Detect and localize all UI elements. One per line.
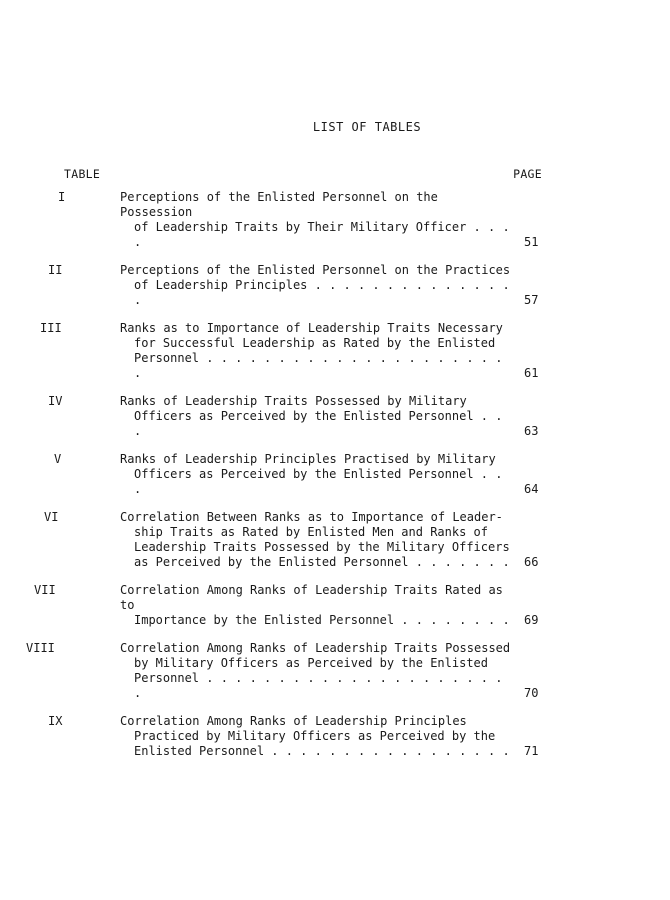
table-column-heading: TABLE: [64, 167, 101, 181]
caption-line: Leadership Traits Possessed by the Military Officers: [134, 540, 510, 554]
toc-entry: [0, 641, 670, 701]
page-number: 66: [524, 555, 539, 569]
table-list: [0, 190, 670, 772]
caption-line: Perceptions of the Enlisted Personnel on the Practices: [120, 263, 511, 277]
caption-line: as Perceived by the Enlisted Personnel . . . . . . .: [134, 555, 510, 569]
table-number: I: [58, 190, 66, 204]
caption-line: Officers as Perceived by the Enlisted Personnel . . .: [134, 467, 510, 496]
table-number: IX: [48, 714, 63, 728]
caption-line: Ranks as to Importance of Leadership Traits Necessary: [120, 321, 503, 335]
table-caption: [120, 452, 515, 497]
table-caption: [120, 583, 515, 628]
table-caption: [120, 263, 515, 308]
caption-line: by Military Officers as Perceived by the Enlisted: [134, 656, 489, 670]
caption-line: Enlisted Personnel . . . . . . . . . . . . . . . . .: [134, 744, 510, 758]
caption-line: of Leadership Principles . . . . . . . . . . . . . . .: [134, 278, 517, 307]
table-caption: [120, 714, 515, 759]
table-caption: [120, 641, 515, 701]
table-caption: [120, 394, 515, 439]
table-number: III: [40, 321, 62, 335]
page-number: 61: [524, 366, 539, 380]
caption-line: of Leadership Traits by Their Military Officer . . . .: [134, 220, 517, 249]
caption-line: Correlation Among Ranks of Leadership Traits Possessed: [120, 641, 511, 655]
caption-line: Personnel . . . . . . . . . . . . . . . . . . . . . .: [134, 671, 510, 700]
table-number: II: [48, 263, 63, 277]
caption-line: Importance by the Enlisted Personnel . . . . . . . .: [134, 613, 510, 627]
table-number: VI: [44, 510, 59, 524]
caption-line: Correlation Between Ranks as to Importance of Leader-: [120, 510, 503, 524]
table-caption: [120, 510, 515, 570]
caption-line: ship Traits as Rated by Enlisted Men and Ranks of: [134, 525, 489, 539]
toc-entry: [0, 190, 670, 250]
page-number: 70: [524, 686, 539, 700]
caption-line: Ranks of Leadership Traits Possessed by Military: [120, 394, 467, 408]
caption-line: Ranks of Leadership Principles Practised by Military: [120, 452, 496, 466]
toc-entry: [0, 583, 670, 628]
table-number: VIII: [26, 641, 55, 655]
table-number: VII: [34, 583, 56, 597]
toc-entry: [0, 263, 670, 308]
toc-entry: [0, 321, 670, 381]
caption-line: Practiced by Military Officers as Perceived by the: [134, 729, 496, 743]
caption-line: Correlation Among Ranks of Leadership Traits Rated as to: [120, 583, 511, 612]
table-number: IV: [48, 394, 63, 408]
page-number: 64: [524, 482, 539, 496]
toc-entry: [0, 452, 670, 497]
page-number: 71: [524, 744, 539, 758]
toc-entry: [0, 394, 670, 439]
table-caption: [120, 190, 515, 250]
page-number: 57: [524, 293, 539, 307]
table-number: V: [54, 452, 62, 466]
caption-line: for Successful Leadership as Rated by the Enlisted: [134, 336, 496, 350]
page-number: 51: [524, 235, 539, 249]
caption-line: Personnel . . . . . . . . . . . . . . . . . . . . . .: [134, 351, 510, 380]
caption-line: Officers as Perceived by the Enlisted Personnel . . .: [134, 409, 510, 438]
toc-entry: [0, 510, 670, 570]
page-number: 69: [524, 613, 539, 627]
page-title: LIST OF TABLES: [312, 120, 422, 134]
caption-line: Correlation Among Ranks of Leadership Principles: [120, 714, 467, 728]
table-caption: [120, 321, 515, 381]
page-number: 63: [524, 424, 539, 438]
caption-line: Perceptions of the Enlisted Personnel on the Possession: [120, 190, 446, 219]
toc-entry: [0, 714, 670, 759]
page-column-heading: PAGE: [513, 167, 542, 181]
